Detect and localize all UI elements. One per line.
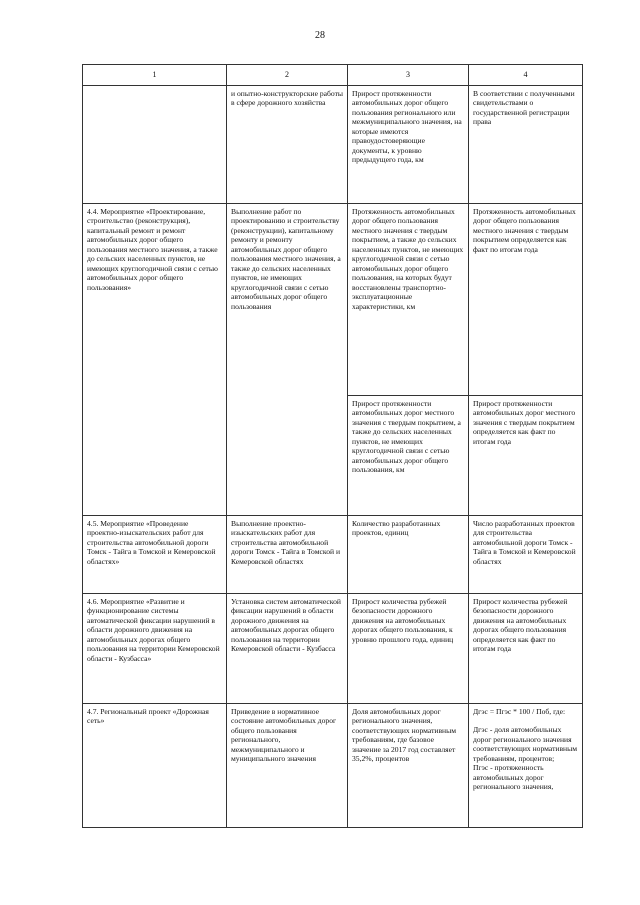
formula-text: Дгэс = Пгэс * 100 / Поб, где: xyxy=(473,706,566,716)
table-cell: Прирост количества рубежей безопасности дорожного движения на автомобильных дорогах общего пользования, к уровню прошлого года, единиц xyxy=(348,593,469,703)
table-row xyxy=(83,515,583,593)
table-cell xyxy=(83,85,227,203)
table-row xyxy=(83,85,583,203)
table-row xyxy=(83,203,583,395)
formula-definition: Пгэс - протяженность автомобильных дорог регионального значения, xyxy=(473,763,554,791)
table-cell: 4.6. Мероприятие «Развитие и функционирование системы автоматической фиксации нарушений в области дорожного движения на автомобильных дорогах общего пользования на территории Кемеровской области - Кузбасса» xyxy=(83,593,227,703)
table-cell: Протяженность автомобильных дорог общего пользования местного значения с твердым покрытием, а также до сельских населенных пунктов, не имеющих круглогодичной связи с сетью автомобильных дорог общего пользования, на которых будут восстановлены транспортно-эксплуатационные характеристики, км xyxy=(348,203,469,395)
table-cell: 4.5. Мероприятие «Проведение проектно-изыскательских работ для строительства автомобильной дороги Томск - Тайга в Томской и Кемеровской областях» xyxy=(83,515,227,593)
column-header: 1 xyxy=(83,65,227,86)
formula-definition: Дгэс - доля автомобильных дорог регионального значения соответствующих нормативным требованиям, процентов; xyxy=(473,725,578,763)
measures-table xyxy=(82,64,583,828)
column-header: 4 xyxy=(469,65,583,86)
table-cell: Приведение в нормативное состояние автомобильных дорог общего пользования регионального, межмуниципального и муниципального значения xyxy=(227,703,348,827)
table-cell: Прирост количества рубежей безопасности дорожного движения на автомобильных дорогах общего пользования определяется как факт по итогам года xyxy=(469,593,583,703)
table-row xyxy=(83,593,583,703)
table-cell: Прирост протяженности автомобильных дорог местного значения с твердым покрытием, а также до сельских населенных пунктов, не имеющих круглогодичной связи с сетью автомобильных дорог общего пользования, км xyxy=(348,395,469,515)
table-cell: и опытно-конструкторские работы в сфере дорожного хозяйства xyxy=(227,85,348,203)
table-cell: 4.7. Региональный проект «Дорожная сеть» xyxy=(83,703,227,827)
table-cell: Прирост протяженности автомобильных дорог местного значения с твердым покрытием определяется как факт по итогам года xyxy=(469,395,583,515)
table-cell: Выполнение проектно-изыскательских работ для строительства автомобильной дороги Томск - Тайга в Томской и Кемеровской областях xyxy=(227,515,348,593)
table-cell: В соответствии с полученными свидетельствами о государственной регистрации права xyxy=(469,85,583,203)
table-cell: 4.4. Мероприятие «Проектирование, строительство (реконструкция), капитальный ремонт и ремонт автомобильных дорог общего пользования местного значения, а также до сельских населенных пунктов, не имеющих круглогодичной связи с сетью автомобильных дорог общего пользования» xyxy=(83,203,227,515)
table-cell: Количество разработанных проектов, единиц xyxy=(348,515,469,593)
table-cell: Прирост протяженности автомобильных дорог общего пользования регионального или межмуниципального значения, на которые имеются правоудостоверяющие документы, к уровню предыдущего года, км xyxy=(348,85,469,203)
table-row xyxy=(83,703,583,827)
table-header-row xyxy=(83,65,583,86)
column-header: 2 xyxy=(227,65,348,86)
table-cell: Число разработанных проектов для строительства автомобильной дороги Томск - Тайга в Томской и Кемеровской областях xyxy=(469,515,583,593)
column-header: 3 xyxy=(348,65,469,86)
table-cell: Доля автомобильных дорог регионального значения, соответствующих нормативным требованиям, где базовое значение за 2017 год составляет 35,2%, процентов xyxy=(348,703,469,827)
page-number: 28 xyxy=(315,30,325,41)
table-cell: Протяженность автомобильных дорог общего пользования местного значения с твердым покрытием определяется как факт по итогам года xyxy=(469,203,583,395)
table-cell: Установка систем автоматической фиксации нарушений в области дорожного движения на автомобильных дорогах общего пользования на территории Кемеровской области - Кузбасса xyxy=(227,593,348,703)
table-cell: Выполнение работ по проектированию и строительству (реконструкции), капитальному ремонту и ремонту автомобильных дорог общего пользования местного значения, а также до сельских населенных пунктов, не имеющих круглогодичной связи с сетью автомобильных дорог общего пользования xyxy=(227,203,348,515)
table-cell xyxy=(469,703,583,827)
